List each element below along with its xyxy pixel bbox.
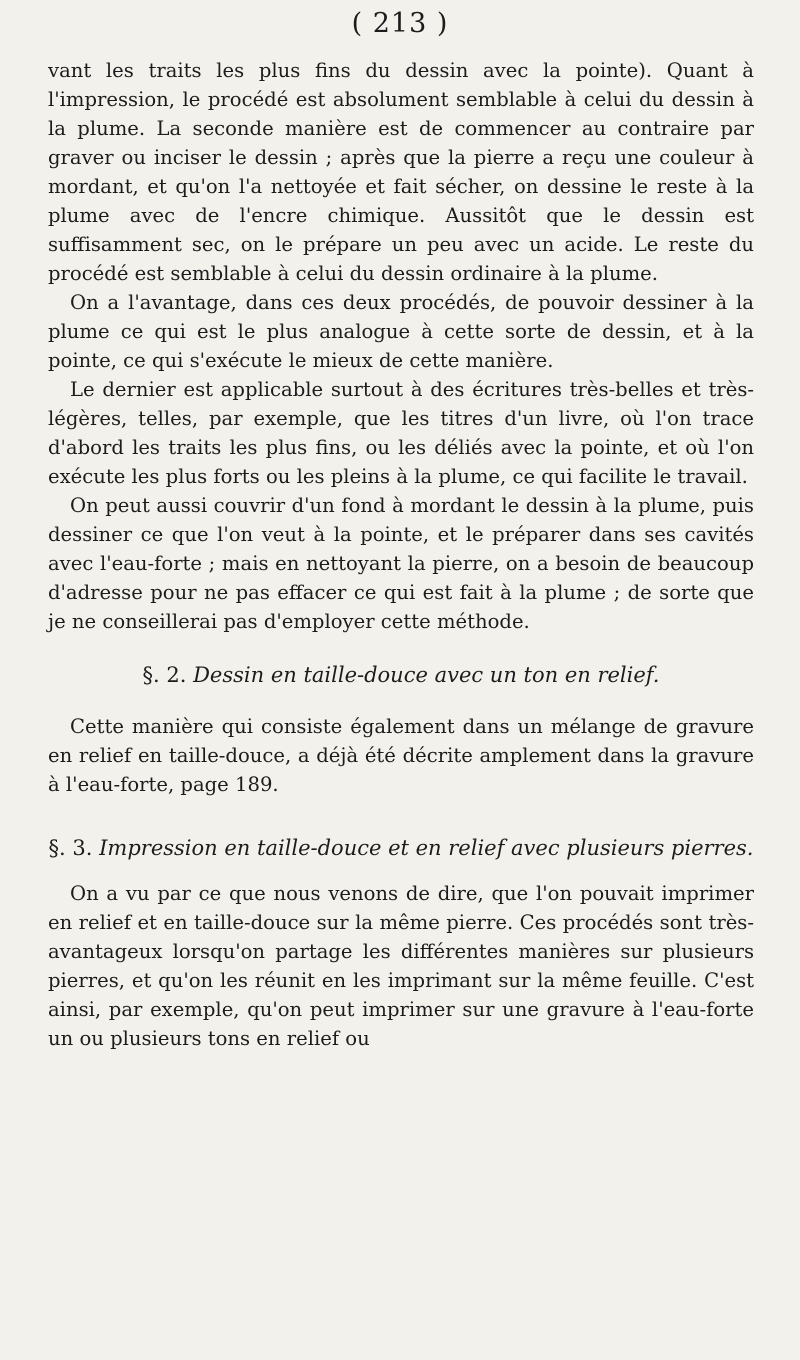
paragraph: Cette manière qui consiste également dans un mélange de gravure en relief en taille-douce, a déjà été décrite amplement dans la gravure à l'eau-forte, page 189. (48, 715, 754, 796)
page-body (48, 56, 754, 1053)
paragraph: On peut aussi couvrir d'un fond à mordant le dessin à la plume, puis dessiner ce que l'on veut à la pointe, et le préparer dans ses cavités avec l'eau-forte ; mais en nettoyant la pierre, on a besoin de beaucoup d'adresse pour ne pas effacer ce qui est fait à la plume ; de sorte que je ne conseillerai pas d'employer cette méthode. (48, 494, 754, 633)
paragraph: On a vu par ce que nous venons de dire, que l'on pouvait imprimer en relief et en taille-douce sur la même pierre. Ces procédés sont très-avantageux lorsqu'on partage les différentes manières sur plusieurs pierres, et qu'on les réunit en les imprimant sur la même feuille. C'est ainsi, par exemple, qu'on peut imprimer sur une gravure à l'eau-forte un ou plusieurs tons en relief ou (48, 882, 754, 1050)
section-number: §. 2. (142, 663, 187, 687)
section-heading-2 (48, 660, 754, 690)
page-number: ( 213 ) (351, 8, 449, 39)
section-number: §. 3. (48, 836, 93, 860)
section-title: Dessin en taille-douce avec un ton en relief. (193, 663, 660, 687)
section-heading-3 (48, 833, 754, 863)
paragraph-continuation: vant les traits les plus fins du dessin avec la pointe). Quant à l'impression, le procédé est absolument semblable à celui du dessin à la plume. La seconde manière est de commencer au contraire par graver ou inciser le dessin ; après que la pierre a reçu une couleur à mordant, et qu'on l'a nettoyée et fait sécher, on dessine le reste à la plume avec de l'encre chimique. Aussitôt que le dessin est suffisamment sec, on le prépare un peu avec un acide. Le reste du procédé est semblable à celui du dessin ordinaire à la plume. (48, 59, 754, 285)
section-title: Impression en taille-douce et en relief avec plusieurs pierres. (99, 836, 754, 860)
paragraph: On a l'avantage, dans ces deux procédés, de pouvoir dessiner à la plume ce qui est le plus analogue à cette sorte de dessin, et à la pointe, ce qui s'exécute le mieux de cette manière. (48, 291, 754, 372)
paragraph: Le dernier est applicable surtout à des écritures très-belles et très-légères, telles, par exemple, que les titres d'un livre, où l'on trace d'abord les traits les plus fins, ou les déliés avec la pointe, et où l'on exécute les plus forts ou les pleins à la plume, ce qui facilite le travail. (48, 378, 754, 488)
